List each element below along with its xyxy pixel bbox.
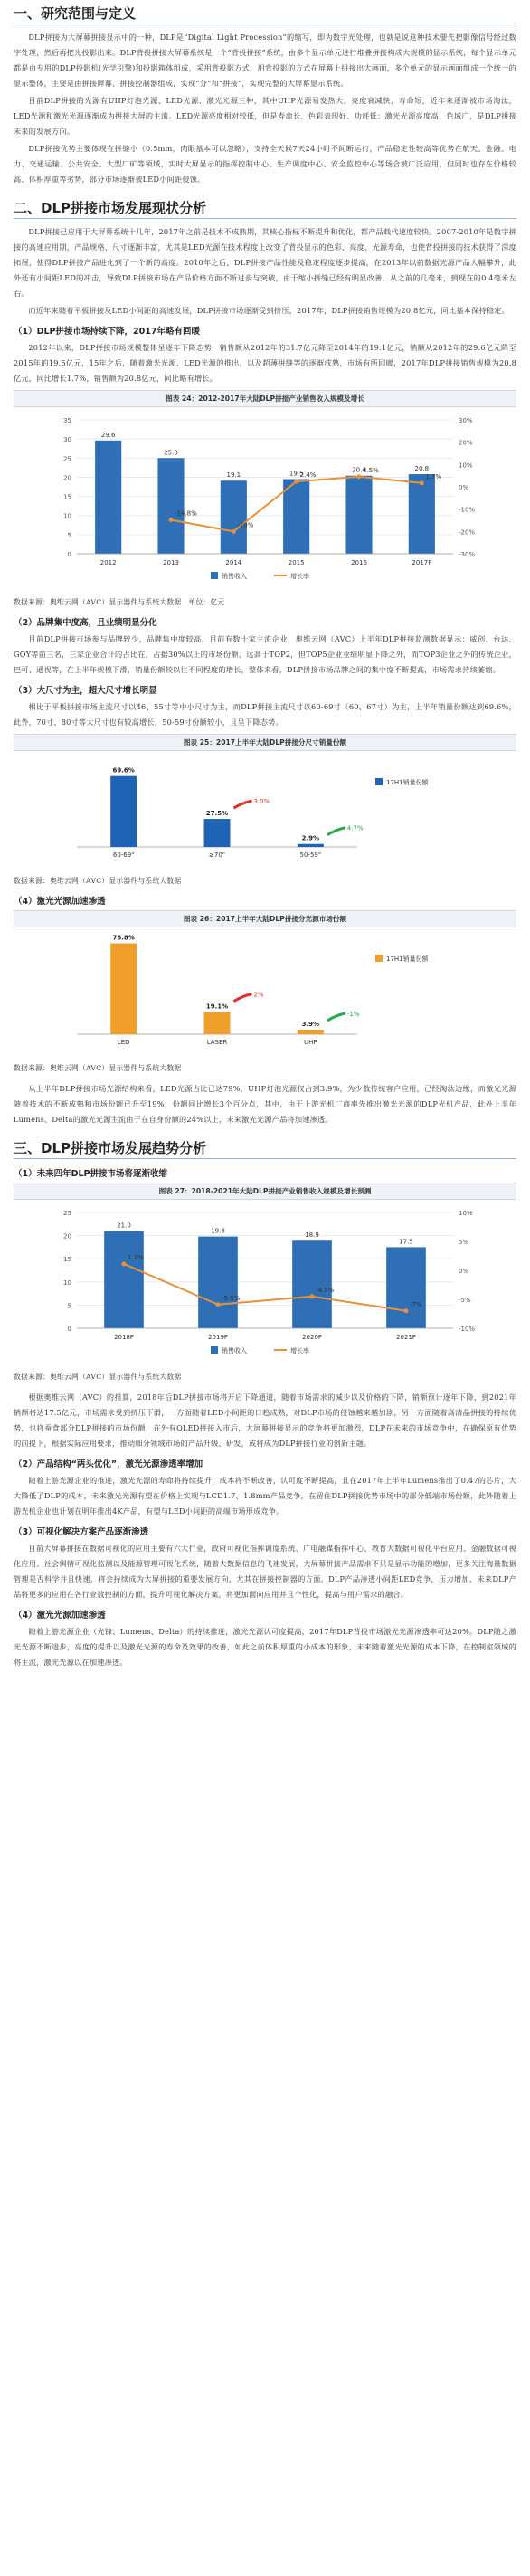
bar (110, 776, 137, 847)
bar-value-label: 21.0 (117, 1221, 131, 1230)
bar-value-label: 19.1% (205, 1003, 229, 1011)
bar (298, 844, 324, 847)
legend-label-bar: 销售收入 (222, 573, 247, 580)
y-tick-label: 5 (67, 1302, 71, 1310)
y2-tick-label: 10% (459, 1210, 473, 1217)
bar (104, 1231, 144, 1328)
paragraph: 目前大屏幕拼接在数据可视化的应用主要有六大行业，政府可视化指挥调度系统、广电融媒指挥中心、教育大数据可视化平台应用、金融数据可视化应用、社会舆情可视化监测以及能源管理可视化系统，随着大数据信息的飞速发展，大屏幕拼接产品需求不只是显示功能的增加，更多关注海量数据管理是否科学并且快速，将会持续成为大屏拼接的重要发展方向，尤其在拼接控制器的方面，DLP产品渗透小间距LED竞争，压力增加，未来DLP产品将更多的应用在各行业数控制的方面，提升可视化解决方案，将更加面向应用并且个性化，提高与用户需求的融合。 (14, 1544, 516, 1599)
subheading: （3）大尺寸为主，超大尺寸增长明显 (14, 686, 157, 696)
bar (345, 476, 372, 554)
x-tick-label: UHP (304, 1039, 317, 1046)
chart-24 (14, 407, 516, 588)
bar-value-label: 25.0 (164, 449, 178, 457)
y2-tick-label: 0% (459, 484, 469, 491)
bar-value-label: 19.5 (289, 470, 304, 478)
section-heading-trend: 三、DLP拼接市场发展趋势分析 (14, 1135, 516, 1159)
growth-value-label: 1.7% (425, 472, 442, 480)
x-tick-label: 2021F (396, 1334, 416, 1341)
y2-tick-label: -5% (459, 1297, 471, 1304)
bar-value-label: 29.6 (100, 431, 116, 439)
annotation-label: -1% (346, 1011, 360, 1019)
trend-arrow-icon (233, 994, 251, 1002)
paragraph: 而近年来随着平板拼接及LED小间距的高速发展，DLP拼接市场逐渐受到挤压，2017年，DLP拼接销售规模为20.8亿元，同比基本保持稳定。 (28, 306, 510, 315)
growth-point (420, 480, 424, 485)
y-tick-label: 0 (67, 1326, 71, 1333)
growth-line (124, 1264, 406, 1311)
bar (221, 480, 247, 554)
x-tick-label: LED (117, 1039, 130, 1046)
y-tick-label: 30 (63, 436, 71, 444)
growth-point (122, 1261, 127, 1266)
bar (386, 1247, 426, 1328)
chart-25 (14, 751, 516, 867)
y-tick-label: 15 (63, 493, 71, 501)
bar (95, 441, 121, 554)
figure-26 (14, 910, 516, 1058)
growth-value-label: -14.8% (175, 509, 197, 518)
figure-title: 图表 25：2017上半年大陆DLP拼接分尺寸销量份额 (14, 734, 516, 751)
bar (298, 1030, 324, 1034)
y-tick-label: 15 (63, 1256, 71, 1264)
x-tick-label: 2018F (114, 1334, 134, 1341)
x-tick-label: 2019F (208, 1334, 228, 1341)
bar-value-label: 69.6% (112, 766, 135, 775)
growth-point (216, 1302, 221, 1307)
x-tick-label: 50-59" (299, 851, 322, 859)
y-tick-label: 35 (63, 417, 71, 424)
growth-value-label: 2.4% (299, 471, 317, 480)
paragraph: 根据奥维云网（AVC）的推算，2018年后DLP拼接市场将开启下降通道，随着市场需求的减少以及价格的下降，销额预计逐年下降，到2021年销额将达17.5亿元，市场需求受到挤压下滑，一方面随着LED小间距的日趋成熟，对DLP市场的侵蚀越来越加剧，另一方面随着高清晶拼接的持续优势，也将蚕食部分DLP拼接的市场份额，在外有OLED拼接入市后，大屏幕拼接显示的竞争将更加激烈，DLP在未来的市场竞争中，在确保原有优势的前提下，根据实际应用要求，推动细分领域市场的产品升级、研发，或将成为DLP拼接行业的创新主题。 (14, 1393, 516, 1448)
bar-value-label: 78.8% (112, 934, 135, 942)
x-tick-label: 2016 (351, 559, 367, 566)
growth-point (232, 529, 236, 534)
growth-value-label: -7% (410, 1300, 422, 1308)
x-tick-label: 2012 (99, 559, 117, 566)
bar-value-label: 3.9% (301, 1021, 320, 1029)
y2-tick-label: -30% (459, 551, 476, 558)
legend-swatch-bar (211, 572, 218, 579)
figure-source: 数据来源：奥维云网（AVC）显示器件与系统大数据 单位：亿元 (14, 598, 225, 606)
x-tick-label: LASER (206, 1039, 228, 1046)
x-tick-label: 2014 (225, 559, 242, 566)
trend-arrow-icon (233, 801, 251, 808)
legend-label-line: 增长率 (290, 1347, 309, 1355)
bar-value-label: 18.9 (305, 1231, 319, 1240)
subheading: （1）未来四年DLP拼接市场将逐渐收缩 (14, 1169, 168, 1179)
x-tick-label: 60-69" (112, 851, 135, 859)
bar (409, 474, 435, 554)
paragraph: 相比于平板拼接市场主流尺寸以46、55寸等中小尺寸为主，而DLP拼接主流尺寸以60-69寸（60、67寸）为主，上半年销量份额达到69.6%，此外，70寸、80寸等大尺寸也有较高增长，50-59寸份额较小，且呈下降态势。 (14, 702, 516, 727)
y2-tick-label: -10% (459, 506, 476, 514)
growth-point (294, 480, 298, 484)
y2-tick-label: -10% (459, 1326, 476, 1333)
y-tick-label: 20 (63, 1232, 71, 1240)
article (14, 0, 516, 1670)
x-tick-label: 2015 (288, 559, 305, 566)
growth-point (404, 1308, 409, 1313)
figure-source: 数据来源：奥维云网（AVC）显示器件与系统大数据 (14, 1064, 182, 1072)
paragraph: 目前DLP拼接的光源有UHP灯泡光源、LED光源、激光光源三种，其中UHP光源易发热大，亮度衰减快，寿命短，近年来逐渐被市场淘汰，LED光源和激光光源逐渐成为拼接大屏的主流。LED光源亮度相对较低，但是寿命长、色彩表现好、功耗低；激光光源亮度高、色域广，是DLP拼接未来的发展方向。 (14, 96, 516, 136)
growth-point (357, 474, 362, 479)
y-tick-label: 5 (67, 531, 71, 539)
trend-arrow-icon (327, 1013, 345, 1021)
legend-label-line: 增长率 (290, 573, 309, 580)
x-tick-label: ≥70" (209, 851, 225, 859)
bar (204, 1012, 231, 1034)
growth-value-label: -20% (237, 521, 254, 529)
subheading: （4）激光光源加速渗透 (14, 1611, 106, 1621)
x-tick-label: 2017F (412, 559, 432, 566)
legend-label: 17H1销量份额 (386, 955, 429, 963)
bar-value-label: 17.5 (399, 1238, 413, 1246)
annotation-label: 3.0% (253, 798, 270, 806)
y-tick-label: 0 (67, 551, 71, 558)
trend-arrow-icon (327, 828, 345, 835)
subheading: （3）可视化解决方案产品逐渐渗透 (14, 1527, 149, 1537)
figure-title: 图表 24：2012-2017年大陆DLP拼接产业销售收入规模及增长 (14, 390, 516, 407)
chart-27 (14, 1200, 516, 1363)
annotation-label: 4.7% (346, 824, 364, 832)
bar-value-label: 19.1 (226, 471, 241, 480)
subheading: （2）品牌集中度高，且业绩明显分化 (14, 618, 157, 628)
growth-value-label: -5.9% (222, 1294, 241, 1302)
paragraph: 目前DLP拼接市场参与品牌较少，品牌集中度较高，目前有数十家主流企业，奥维云网（AVC）上半年DLP拼接监测数据显示：威创、台达、GQY等前三名，三家企业合计的占比在，占据30%以上的市场份额，远高于TOP2，但TOP5企业业绩明显下降之外，而TOP3企业之外的传统企业，巴可、通视等，在上半年规模下滑，销量份额较以往不同程度的增长，整体来看，DLP拼接市场品牌之间的集中度不断提高，市场需求持续萎缩。 (14, 634, 516, 674)
figure-title: 图表 26：2017上半年大陆DLP拼接分光源市场份额 (14, 910, 516, 927)
growth-point (310, 1294, 315, 1298)
figure-27 (14, 1183, 516, 1366)
paragraph: 随着上游光源企业（光锋、Lumens、Delta）的持续推进，激光光源认可度提高，2017年DLP背投市场激光光源渗透率可达20%。DLP随之激光光源不断进步，亮度的提升以及激光光源的寿命及效果的改善，如此之前体积厚重的小成本的形象，未来随着激光光源的成本下降，在控制室领域的将主流，激光光源以在加速渗透。 (14, 1627, 516, 1667)
subheading: （1）DLP拼接市场持续下降，2017年略有回暖 (14, 327, 200, 337)
subheading: （4）激光光源加速渗透 (14, 897, 106, 907)
growth-value-label: 4.5% (363, 466, 379, 474)
y-tick-label: 25 (63, 455, 71, 463)
y-tick-label: 10 (63, 512, 71, 520)
x-tick-label: 2013 (163, 559, 179, 566)
paragraph: DLP拼接为大屏幕拼接显示中的一种，DLP是“Digital Light Procession”的缩写，即为数字光处理，也就是说这种技术要先把影像信号经过数字处理，然后再把光投影出来。DLP背投拼接大屏幕系统是一个“背投拼接”系统，由多个显示单元进行堆叠拼接构成大规模的显示系统，每个显示单元都是由专用的DLP投影机(光学引擎)和投影箱体组成，采用背投影方式，用背投影的方式在屏幕上拼接出大画面，多个单元的显示画面组成一个统一的显示整体，主要是由拼接屏幕、拼接控制器组成，实现“分”和“拼接”，实现完整的大屏幕显示系统。 (14, 33, 516, 88)
bar (292, 1240, 332, 1328)
legend-swatch (375, 955, 383, 962)
annotation-label: 2% (253, 991, 264, 999)
bar (283, 480, 309, 554)
bar (198, 1237, 238, 1328)
paragraph: 2012年以来，DLP拼接市场规模整体呈逐年下降态势，销售额从2012年的31.7亿元降至2014年的19.1亿元，销额从2012年的29.6亿元降至2015年的19.5亿元，15年之后，随着激光光源、LED光源的推出，以及超薄拼缝等的逐渐成熟，市场有所回暖，2017年DLP拼接销售规模为20.8亿元，同比增长1.7%，销售额为20.8亿元，同比略有增长。 (14, 343, 516, 383)
bar-value-label: 2.9% (301, 834, 320, 842)
y-tick-label: 25 (63, 1210, 71, 1217)
bar (204, 819, 231, 847)
y-tick-label: 20 (63, 474, 71, 482)
growth-value-label: 1.1% (128, 1253, 144, 1261)
figure-25 (14, 734, 516, 870)
legend-swatch-bar (211, 1346, 218, 1354)
paragraph: 从上半年DLP拼接市场光源结构来看，LED光源占比已达79%，UHP灯泡光源仅占到3.9%，为少数传统客户应用，已经淘汰边缘，而激光光源随着技术的不断成熟和市场份额已升至19%，份额同比增长3个百分点，其中，由于上游光机厂商率先推出激光光源的DLP光机产品，此外上半年Lumens、Delta的激光光源主流由于在自身份额的24%以上，未来激光光源产品将加速渗透。 (14, 1084, 516, 1124)
figure-24 (14, 390, 516, 592)
growth-value-label: -4.5% (316, 1286, 335, 1294)
subheading: （2）产品结构“两头优化”，激光光源渗透率增加 (14, 1459, 203, 1469)
bar (110, 944, 137, 1034)
y2-tick-label: -20% (459, 528, 476, 537)
legend-swatch (375, 778, 383, 785)
section-heading-status: 二、DLP拼接市场发展现状分析 (14, 195, 516, 219)
bar (157, 458, 184, 554)
paragraph: DLP拼接优势主要体现在拼缝小（0.5mm，肉眼基本可以忽略），支持全天候7天24小时不间断运行，产品稳定性较高等优势在航天、金融、电力、交通运输、公共安全、大型厂矿等领域，实时大屏显示的指挥控制中心、生产调度中心、安全监控中心等场合被广泛应用，但同时也存在价格较高、体积厚重等劣势，部分市场逐渐被LED小间距侵蚀。 (14, 144, 516, 184)
legend-label-bar: 销售收入 (222, 1347, 247, 1355)
section-heading-scope: 一、研究范围与定义 (14, 0, 516, 24)
y2-tick-label: 20% (459, 439, 473, 447)
growth-point (169, 518, 174, 522)
bar-value-label: 19.8 (211, 1227, 225, 1235)
figure-source: 数据来源：奥维云网（AVC）显示器件与系统大数据 (14, 1373, 182, 1381)
bar-value-label: 20.8 (414, 465, 430, 473)
legend-label: 17H1销量份额 (386, 779, 429, 786)
paragraph: DLP拼接已应用于大屏幕系统十几年，2017年之前是技术不成熟期，其核心指标不断提升和优化，都产品载代速度较快。2007-2010年是数字拼接的高速应用期，产品规格、尺寸逐渐丰富，尤其是LED光源在技术程度上改变了背投显示的色彩、亮度、光源寿命，也使背投拼接的技术获得了深度拓展，使得DLP拼接产品进化到了一个新的高度。2010年之后，DLP拼接产品性能及稳定程度逐步提高，在2013年以前数据光源产品大幅攀升，此外还有小间距LED的冲击，导致DLP拼接市场在产品价格方面不断进步与突破，由于缩小拼缝已经有明显改善，从之前的几毫米，到现在的0.4毫米左右。 (14, 227, 516, 298)
y2-tick-label: 5% (459, 1239, 469, 1246)
x-tick-label: 2020F (302, 1334, 322, 1341)
bar-value-label: 27.5% (205, 810, 229, 818)
y2-tick-label: 30% (459, 417, 473, 424)
chart-26 (14, 927, 516, 1054)
figure-title: 图表 27：2018-2021年大陆DLP拼接产业销售收入规模及增长预测 (14, 1183, 516, 1200)
figure-source: 数据来源：奥维云网（AVC）显示器件与系统大数据 (14, 877, 182, 885)
y2-tick-label: 10% (459, 461, 473, 470)
bar-value-label: 20.4 (352, 466, 366, 474)
paragraph: 随着上游光源企业的推进，激光光源的寿命将持续提升，成本将不断改善，认可度不断提高，且在2017年上半年Lumens推出了0.47的芯片，大大降低了DLP的成本，未来激光光源有望在价格上实现与LCD1.7、1.8mm产品竞争，在留住DLP拼接优势市场中的部分低端市场份额，此外随着上游光机企业也计划在明年推出4K产品，有望与LED小间距的高端市场形成竞争。 (14, 1476, 516, 1516)
y-tick-label: 10 (63, 1278, 71, 1287)
y2-tick-label: 0% (459, 1268, 469, 1275)
